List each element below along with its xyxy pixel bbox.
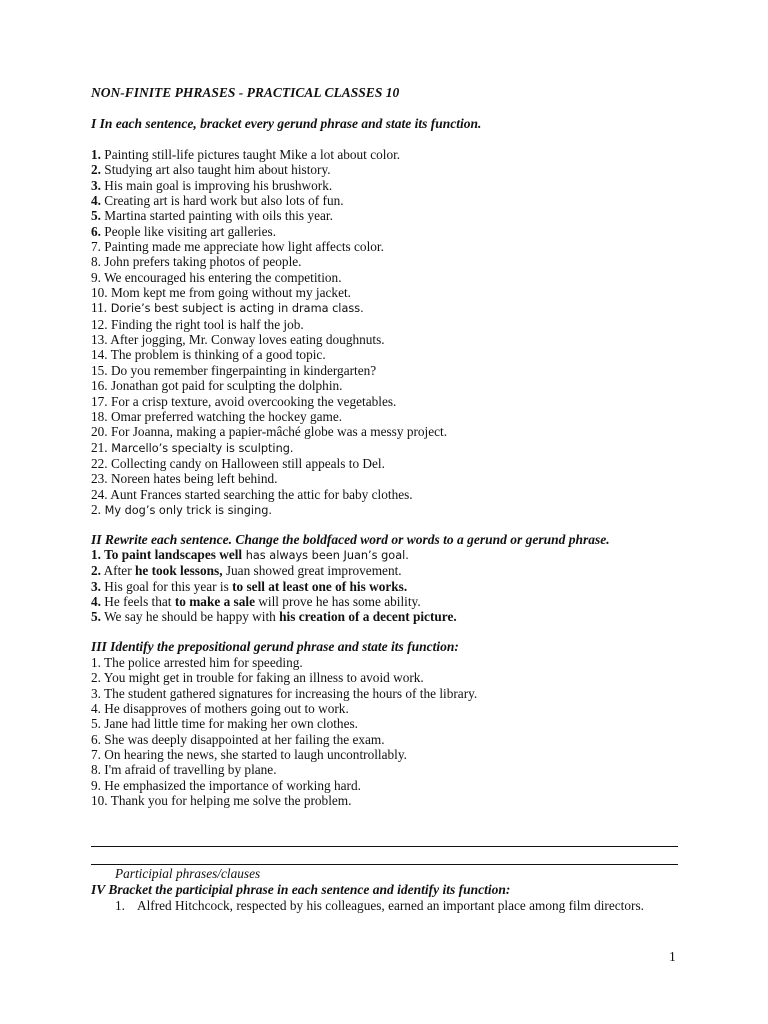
prepositional-sentence-item: 7. On hearing the news, she started to laugh uncontrollably.: [91, 747, 407, 763]
gerund-sentence-item: [91, 147, 447, 162]
gerund-sentence-item: [91, 347, 447, 362]
rewrite-sentence-item: [91, 594, 457, 609]
gerund-sentence-item: [91, 162, 447, 177]
item-text: Painting still-life pictures taught Mike a lot about color.: [100, 147, 401, 162]
section-4-subtitle: Participial phrases/clauses: [115, 866, 261, 881]
item-text: For a crisp texture, avoid overcooking the vegetables.: [107, 393, 397, 409]
gerund-sentence-item: [91, 502, 447, 518]
item-text: After: [100, 563, 135, 579]
item-number: 5.: [91, 208, 101, 224]
item-number: 4.: [91, 193, 101, 209]
section-2-heading: II Rewrite each sentence. Change the boldfaced word or words to a gerund or gerund phrase.: [91, 532, 610, 547]
gerund-sentence-item: [91, 409, 447, 424]
rewrite-sentence-item: [91, 579, 457, 594]
item-number: 3.: [91, 578, 101, 594]
boldfaced-phrase: to sell at least one of his works.: [232, 578, 408, 594]
item-text: Alfred Hitchcock, respected by his colleagues, earned an important place among film directors.: [137, 898, 644, 913]
section-3-list: [91, 655, 477, 808]
item-number: 23.: [91, 471, 108, 487]
item-text: Painting made me appreciate how light affects color.: [100, 239, 384, 255]
item-number: 3.: [91, 177, 101, 193]
boldfaced-phrase: he took lessons,: [134, 563, 223, 579]
prepositional-sentence-item: 8. I'm afraid of travelling by plane.: [91, 762, 277, 778]
item-number: 10.: [91, 285, 108, 301]
section-3-heading: III Identify the prepositional gerund phrase and state its function:: [91, 639, 459, 654]
prepositional-sentence-item: 6. She was deeply disappointed at her failing the exam.: [91, 731, 385, 747]
gerund-sentence-item: [91, 270, 447, 285]
item-text: He feels that: [100, 594, 175, 610]
item-text: Noreen hates being left behind.: [107, 471, 278, 487]
item-number: 13.: [91, 332, 108, 348]
item-text: Collecting candy on Halloween still appeals to Del.: [107, 455, 385, 471]
section-1-list: [91, 147, 447, 518]
item-number: 6.: [91, 223, 101, 239]
item-text: After jogging, Mr. Conway loves eating doughnuts.: [107, 332, 385, 348]
gerund-sentence-item: [91, 254, 447, 269]
item-text: For Joanna, making a papier-mâché globe was a messy project.: [107, 424, 448, 440]
item-text: Finding the right tool is half the job.: [107, 316, 304, 332]
item-number: 22.: [91, 455, 108, 471]
item-text: Juan showed great improvement.: [222, 563, 402, 579]
item-number: 8.: [91, 254, 101, 270]
item-number: 2.: [91, 501, 101, 517]
item-number: 18.: [91, 408, 108, 424]
item-number: 11.: [91, 300, 108, 316]
gerund-sentence-item: [91, 224, 447, 239]
gerund-sentence-item: [91, 394, 447, 409]
item-text: We encouraged his entering the competition.: [100, 269, 342, 285]
gerund-sentence-item: [91, 487, 447, 502]
item-number: 5.: [91, 609, 101, 625]
gerund-sentence-item: [91, 239, 447, 254]
prepositional-sentence-item: 1. The police arrested him for speeding.: [91, 655, 303, 670]
item-number: 21.: [91, 439, 108, 455]
boldfaced-phrase: To paint landscapes well: [100, 547, 243, 562]
item-text: Mom kept me from going without my jacket.: [107, 285, 351, 301]
item-text: Aunt Frances started searching the attic for baby clothes.: [107, 486, 413, 502]
horizontal-rule-bottom: [91, 864, 678, 865]
item-text: Marcello’s specialty is sculpting.: [107, 441, 294, 455]
section-4-list: [115, 898, 675, 913]
prepositional-sentence-item: 3. The student gathered signatures for increasing the hours of the library.: [91, 685, 478, 701]
gerund-sentence-item: [91, 193, 447, 208]
gerund-sentence-item: [91, 178, 447, 193]
item-text: Omar preferred watching the hockey game.: [107, 408, 343, 424]
prepositional-sentence-item: 5. Jane had little time for making her own clothes.: [91, 716, 358, 732]
item-number: 1.: [91, 147, 101, 162]
item-text: We say he should be happy with: [100, 609, 280, 625]
gerund-sentence-item: [91, 363, 447, 378]
prepositional-sentence-item: 10. Thank you for helping me solve the problem.: [91, 793, 352, 809]
page-number: 1: [669, 949, 676, 964]
gerund-sentence-item: [91, 285, 447, 300]
item-number: 4.: [91, 594, 101, 610]
item-number: 1.: [91, 547, 101, 562]
prepositional-sentence-item: 9. He emphasized the importance of working hard.: [91, 777, 361, 793]
item-text: My dog’s only trick is singing.: [100, 503, 272, 517]
gerund-sentence-item: [91, 300, 447, 316]
gerund-sentence-item: [91, 424, 447, 439]
section-2-list: [91, 547, 457, 625]
rewrite-sentence-item: [91, 563, 457, 578]
item-text: John prefers taking photos of people.: [100, 254, 302, 270]
item-text: His goal for this year is: [100, 578, 233, 594]
item-text: His main goal is improving his brushwork.: [100, 177, 333, 193]
gerund-sentence-item: [91, 456, 447, 471]
item-number: 12.: [91, 316, 108, 332]
item-text: Martina started painting with oils this year.: [100, 208, 333, 224]
prepositional-sentence-item: 2. You might get in trouble for faking an illness to avoid work.: [91, 670, 424, 686]
item-number: 16.: [91, 378, 108, 394]
gerund-sentence-item: [91, 332, 447, 347]
item-number: 17.: [91, 393, 108, 409]
gerund-sentence-item: [91, 440, 447, 456]
horizontal-rule-top: [91, 846, 678, 847]
page-title: NON-FINITE PHRASES - PRACTICAL CLASSES 10: [91, 85, 400, 100]
item-number: 9.: [91, 269, 101, 285]
item-text: Jonathan got paid for sculpting the dolphin.: [107, 378, 343, 394]
item-text: Do you remember fingerpainting in kindergarten?: [107, 362, 377, 378]
gerund-sentence-item: [91, 471, 447, 486]
item-text: People like visiting art galleries.: [100, 223, 277, 239]
item-number: 20.: [91, 424, 108, 440]
boldfaced-phrase: his creation of a decent picture.: [279, 609, 457, 625]
section-4-heading: IV Bracket the participial phrase in each sentence and identify its function:: [91, 882, 511, 897]
item-number: 24.: [91, 486, 108, 502]
item-text: will prove he has some ability.: [254, 594, 421, 610]
boldfaced-phrase: to make a sale: [174, 594, 255, 610]
item-text: Studying art also taught him about history.: [100, 162, 331, 178]
gerund-sentence-item: [91, 378, 447, 393]
gerund-sentence-item: [91, 208, 447, 223]
participial-sentence-item: [115, 898, 675, 913]
rewrite-sentence-item: [91, 609, 457, 624]
item-text: Creating art is hard work but also lots of fun.: [100, 193, 344, 209]
item-text: has always been Juan’s goal.: [242, 549, 409, 562]
item-text: Dorie’s best subject is acting in drama class.: [107, 302, 364, 316]
section-1-heading: I In each sentence, bracket every gerund phrase and state its function.: [91, 116, 482, 131]
gerund-sentence-item: [91, 317, 447, 332]
item-number: 1.: [115, 898, 125, 913]
item-number: 2.: [91, 162, 101, 178]
item-number: 14.: [91, 347, 108, 363]
item-number: 15.: [91, 362, 108, 378]
item-number: 2.: [91, 563, 101, 579]
item-text: The problem is thinking of a good topic.: [107, 347, 326, 363]
rewrite-sentence-item: [91, 547, 457, 563]
item-number: 7.: [91, 239, 101, 255]
prepositional-sentence-item: 4. He disapproves of mothers going out to work.: [91, 701, 349, 717]
